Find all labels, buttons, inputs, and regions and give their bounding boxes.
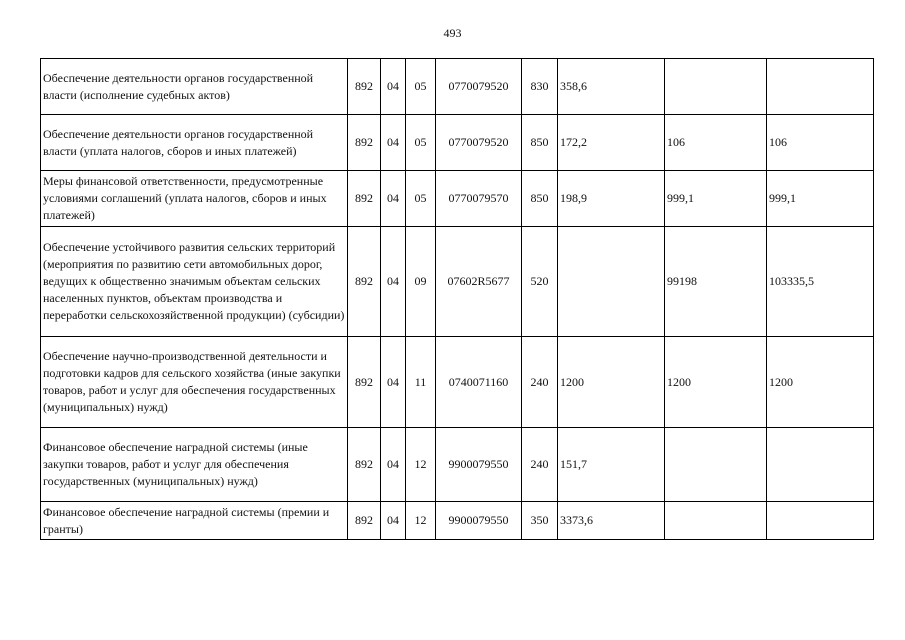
- grbs-code: 892: [348, 171, 381, 227]
- expense-type-code: 520: [522, 227, 558, 337]
- section-code: 04: [381, 502, 406, 540]
- budget-table: [40, 58, 874, 540]
- target-article-code: 0770079570: [436, 171, 522, 227]
- subsection-code: 09: [406, 227, 436, 337]
- amount-2: 1200: [665, 337, 767, 428]
- amount-1: 3373,6: [558, 502, 665, 540]
- grbs-code: 892: [348, 227, 381, 337]
- table-row: [41, 171, 874, 227]
- subsection-code: 12: [406, 428, 436, 502]
- target-article-code: 9900079550: [436, 502, 522, 540]
- table-row: [41, 337, 874, 428]
- expense-type-code: 240: [522, 337, 558, 428]
- amount-2: [665, 502, 767, 540]
- section-code: 04: [381, 337, 406, 428]
- section-code: 04: [381, 115, 406, 171]
- item-name: Финансовое обеспечение наградной системы (премии и гранты): [41, 502, 348, 540]
- grbs-code: 892: [348, 59, 381, 115]
- target-article-code: 07602R5677: [436, 227, 522, 337]
- amount-3: 106: [767, 115, 874, 171]
- grbs-code: 892: [348, 337, 381, 428]
- amount-1: 198,9: [558, 171, 665, 227]
- amount-3: [767, 502, 874, 540]
- table-row: [41, 59, 874, 115]
- item-name: Обеспечение деятельности органов государственной власти (исполнение судебных актов): [41, 59, 348, 115]
- amount-1: 358,6: [558, 59, 665, 115]
- subsection-code: 11: [406, 337, 436, 428]
- amount-3: 103335,5: [767, 227, 874, 337]
- expense-type-code: 350: [522, 502, 558, 540]
- item-name: Обеспечение научно-производственной деятельности и подготовки кадров для сельского хозяйства (иные закупки товаров, работ и услуг для обеспечения государственных (муниципальных) нужд): [41, 337, 348, 428]
- target-article-code: 0740071160: [436, 337, 522, 428]
- expense-type-code: 830: [522, 59, 558, 115]
- amount-2: 106: [665, 115, 767, 171]
- amount-2: [665, 59, 767, 115]
- section-code: 04: [381, 171, 406, 227]
- expense-type-code: 850: [522, 115, 558, 171]
- grbs-code: 892: [348, 115, 381, 171]
- table-body: [41, 59, 874, 540]
- amount-2: 999,1: [665, 171, 767, 227]
- section-code: 04: [381, 59, 406, 115]
- subsection-code: 05: [406, 115, 436, 171]
- item-name: Обеспечение деятельности органов государственной власти (уплата налогов, сборов и иных платежей): [41, 115, 348, 171]
- amount-3: [767, 59, 874, 115]
- table-row: [41, 115, 874, 171]
- item-name: Финансовое обеспечение наградной системы (иные закупки товаров, работ и услуг для обеспечения государственных (муниципальных) нужд): [41, 428, 348, 502]
- amount-2: 99198: [665, 227, 767, 337]
- target-article-code: 9900079550: [436, 428, 522, 502]
- amount-1: 1200: [558, 337, 665, 428]
- expense-type-code: 240: [522, 428, 558, 502]
- grbs-code: 892: [348, 428, 381, 502]
- amount-3: [767, 428, 874, 502]
- amount-1: 172,2: [558, 115, 665, 171]
- amount-2: [665, 428, 767, 502]
- subsection-code: 05: [406, 59, 436, 115]
- expense-type-code: 850: [522, 171, 558, 227]
- item-name: Обеспечение устойчивого развития сельских территорий (мероприятия по развитию сети автомобильных дорог, ведущих к общественно значимым объектам сельских населенных пунктов, объектам производства и переработки сельскохозяйственной продукции) (субсидии): [41, 227, 348, 337]
- amount-1: 151,7: [558, 428, 665, 502]
- target-article-code: 0770079520: [436, 115, 522, 171]
- subsection-code: 05: [406, 171, 436, 227]
- section-code: 04: [381, 428, 406, 502]
- amount-1: [558, 227, 665, 337]
- target-article-code: 0770079520: [436, 59, 522, 115]
- amount-3: 999,1: [767, 171, 874, 227]
- page-number: 493: [443, 26, 462, 40]
- amount-3: 1200: [767, 337, 874, 428]
- table-row: [41, 227, 874, 337]
- grbs-code: 892: [348, 502, 381, 540]
- subsection-code: 12: [406, 502, 436, 540]
- item-name: Меры финансовой ответственности, предусмотренные условиями соглашений (уплата налогов, сборов и иных платежей): [41, 171, 348, 227]
- table-row: [41, 428, 874, 502]
- section-code: 04: [381, 227, 406, 337]
- table-row: [41, 502, 874, 540]
